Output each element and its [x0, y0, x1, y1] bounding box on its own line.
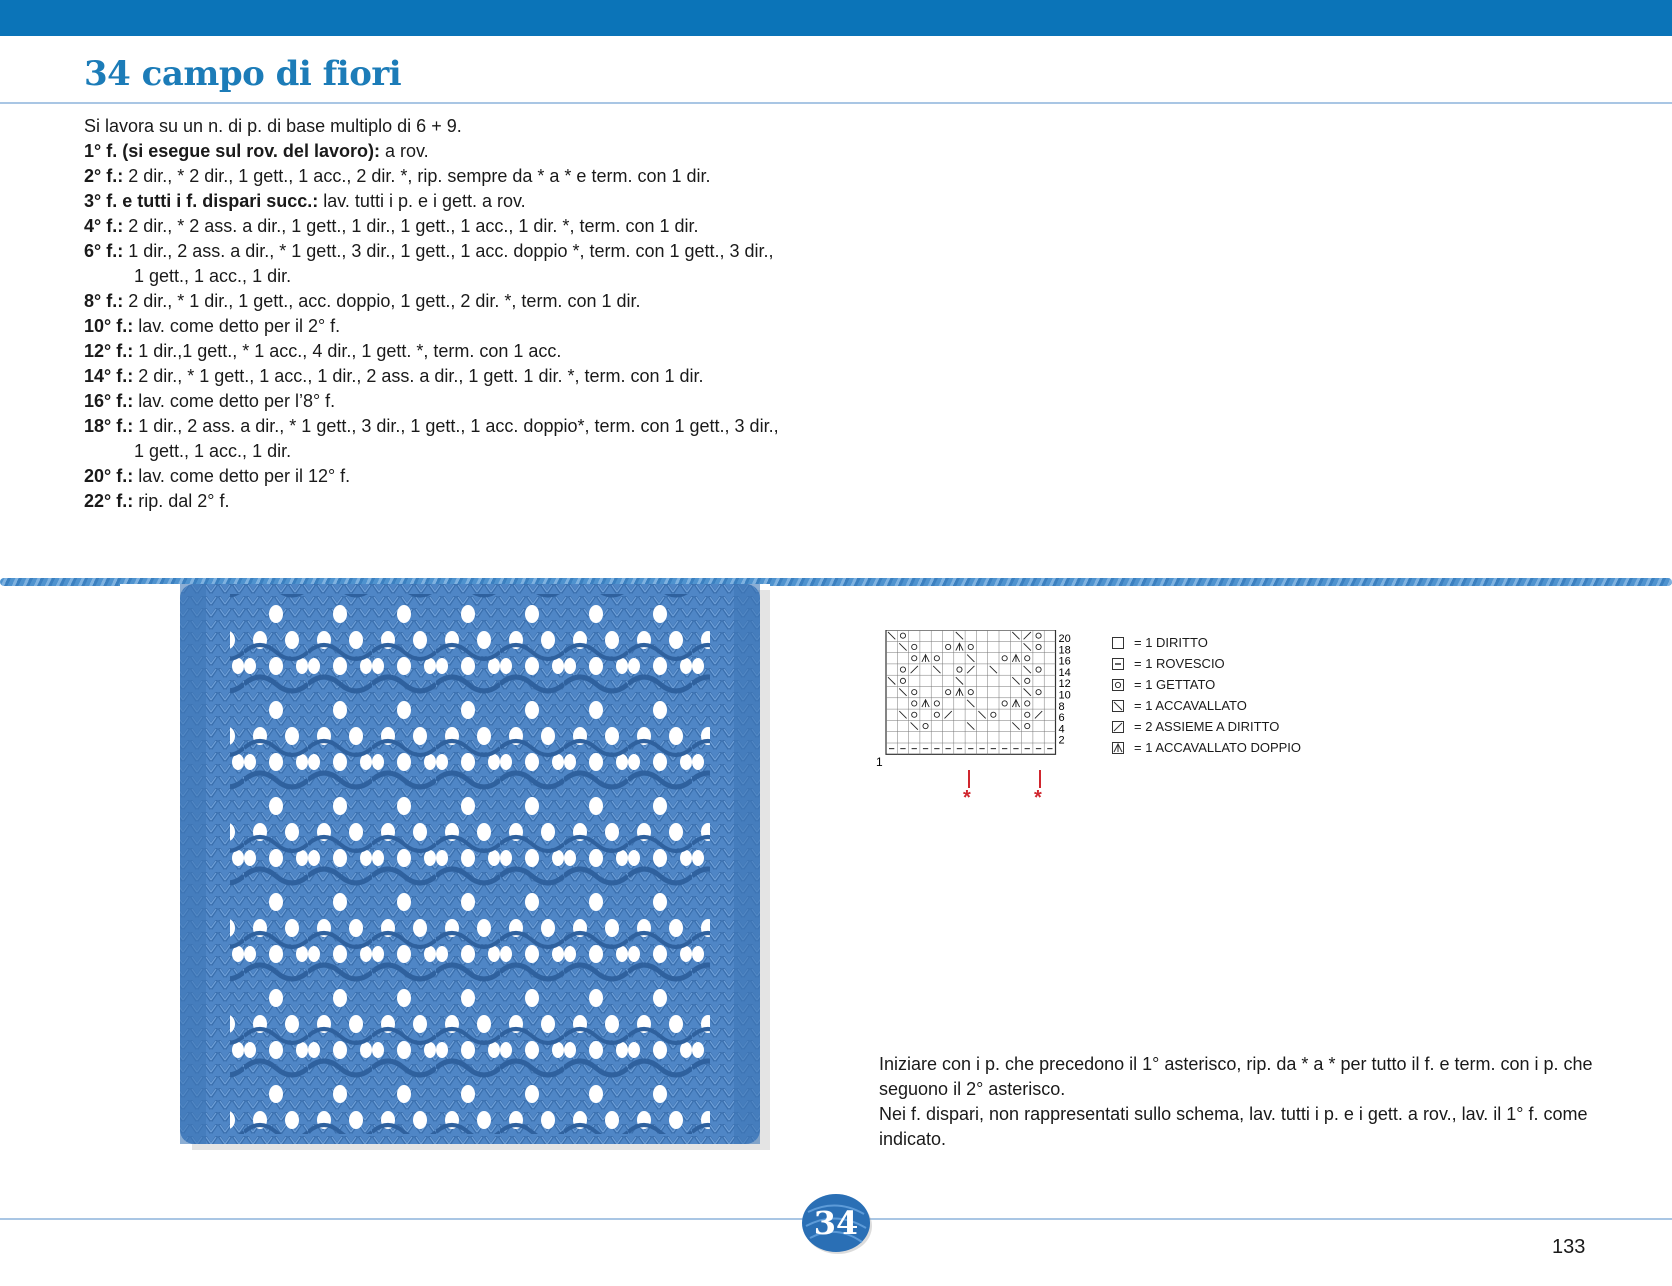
legend-label: = 1 GETTATO [1134, 677, 1216, 692]
row-text: lav. come detto per il 12° f. [133, 466, 351, 486]
legend-item [1112, 695, 1301, 716]
row-label: 20° f.: [84, 466, 134, 486]
legend-label: = 1 ACCAVALLATO DOPPIO [1134, 740, 1302, 755]
row-text: 2 dir., * 1 dir., 1 gett., acc. doppio, 1 gett., 2 dir. *, term. con 1 dir. [123, 291, 641, 311]
row-label: 6° f.: [84, 241, 124, 261]
row-text: 2 dir., * 1 gett., 1 acc., 1 dir., 2 ass. a dir., 1 gett. 1 dir. *, term. con 1 dir. [133, 366, 704, 386]
row-text: 1 gett., 1 acc., 1 dir. [134, 441, 292, 461]
note-1: Iniziare con i p. che precedono il 1° asterisco, rip. da * a * per tutto il f. e term. con i p. che seguono il 2° asterisco. [879, 1054, 1593, 1099]
legend-item [1112, 653, 1301, 674]
chart-row-label: 6 [1058, 712, 1065, 725]
dbl-symbol-icon [1112, 742, 1124, 754]
chart-row-label: 18 [1058, 644, 1071, 657]
instruction-line [84, 214, 824, 239]
row-label: 2° f.: [84, 166, 124, 186]
asterisk-right: * [1034, 787, 1042, 809]
legend-item [1112, 674, 1301, 695]
instruction-line [84, 414, 824, 439]
knit-symbol-icon [1112, 637, 1124, 649]
skp-symbol-icon [1112, 700, 1124, 712]
row-text: Si lavora su un n. di p. di base multiplo di 6 + 9. [84, 116, 462, 136]
k2tog-symbol-icon [1112, 721, 1124, 733]
chart-row-label: 4 [1058, 723, 1065, 736]
instruction-line [84, 389, 824, 414]
instruction-line [84, 289, 824, 314]
instruction-line [84, 464, 824, 489]
row-label: 14° f.: [84, 366, 134, 386]
row-label: 22° f.: [84, 491, 134, 511]
top-color-bar [0, 0, 1672, 36]
chart-row-label: 12 [1058, 678, 1071, 691]
row-label: 1° f. (si esegue sul rov. del lavoro): [84, 141, 380, 161]
instruction-line [84, 314, 824, 339]
badge-number: 34 [813, 1204, 859, 1242]
note-2: Nei f. dispari, non rappresentati sullo schema, lav. tutti i p. e i gett. a rov., lav. il 1° f. come indicato. [879, 1104, 1588, 1149]
instruction-line [84, 239, 824, 264]
pattern-title: 34 campo di fiori [84, 54, 402, 94]
legend-label: = 2 ASSIEME A DIRITTO [1134, 719, 1280, 734]
row-text: 1 dir.,1 gett., * 1 acc., 4 dir., 1 gett. *, term. con 1 acc. [133, 341, 562, 361]
instruction-line [84, 189, 824, 214]
legend-item [1112, 632, 1301, 653]
row-label: 10° f.: [84, 316, 134, 336]
instruction-line [84, 264, 824, 289]
instruction-line [84, 364, 824, 389]
chart-row-label: 14 [1058, 666, 1071, 679]
title-divider [0, 102, 1672, 104]
chart-notes [879, 1052, 1599, 1152]
pattern-number-badge [798, 1190, 874, 1256]
row-label: 18° f.: [84, 416, 134, 436]
knitted-swatch-photo [120, 584, 770, 1194]
chart-row-label: 20 [1058, 633, 1071, 645]
yo-symbol-icon [1112, 679, 1124, 691]
knitting-chart [876, 630, 1106, 810]
instruction-line [84, 439, 824, 464]
row-text: 1 dir., 2 ass. a dir., * 1 gett., 3 dir., 1 gett., 1 acc. doppio*, term. con 1 gett., 3 dir., [133, 416, 779, 436]
chart-row-label: 8 [1058, 700, 1065, 713]
chart-row-label: 16 [1058, 655, 1071, 668]
row-label: 3° f. e tutti i f. dispari succ.: [84, 191, 319, 211]
row-text: 2 dir., * 2 dir., 1 gett., 1 acc., 2 dir. *, rip. sempre da * a * e term. con 1 dir. [123, 166, 711, 186]
instruction-line [84, 489, 824, 514]
instruction-line [84, 139, 824, 164]
row-label: 4° f.: [84, 216, 124, 236]
legend-item [1112, 716, 1301, 737]
purl-symbol-icon [1112, 658, 1124, 670]
row-label: 8° f.: [84, 291, 124, 311]
knitting-instructions [84, 114, 824, 514]
chart-legend [1112, 632, 1301, 758]
swatch-illustration [120, 584, 770, 1194]
legend-item [1112, 737, 1301, 758]
row-text: 2 dir., * 2 ass. a dir., 1 gett., 1 dir., 1 gett., 1 acc., 1 dir. *, term. con 1 dir. [123, 216, 699, 236]
page-number: 133 [1552, 1236, 1586, 1258]
legend-label: = 1 ACCAVALLATO [1134, 698, 1247, 713]
asterisk-left: * [963, 787, 971, 809]
instruction-line [84, 164, 824, 189]
chart-row-label: 2 [1058, 734, 1065, 747]
chart-row-label-1: 1 [876, 755, 883, 769]
instruction-line [84, 339, 824, 364]
row-text: 1 gett., 1 acc., 1 dir. [134, 266, 292, 286]
legend-label: = 1 ROVESCIO [1134, 656, 1225, 671]
row-label: 16° f.: [84, 391, 134, 411]
row-text: lav. come detto per il 2° f. [133, 316, 341, 336]
chart-row-label: 10 [1058, 689, 1071, 702]
row-text: a rov. [379, 141, 429, 161]
row-text: lav. tutti i p. e i gett. a rov. [318, 191, 526, 211]
instruction-line [84, 114, 824, 139]
row-text: lav. come detto per l’8° f. [133, 391, 336, 411]
row-text: rip. dal 2° f. [133, 491, 230, 511]
row-text: 1 dir., 2 ass. a dir., * 1 gett., 3 dir., 1 gett., 1 acc. doppio *, term. con 1 gett., 3 dir., [123, 241, 774, 261]
row-label: 12° f.: [84, 341, 134, 361]
legend-label: = 1 DIRITTO [1134, 635, 1208, 650]
